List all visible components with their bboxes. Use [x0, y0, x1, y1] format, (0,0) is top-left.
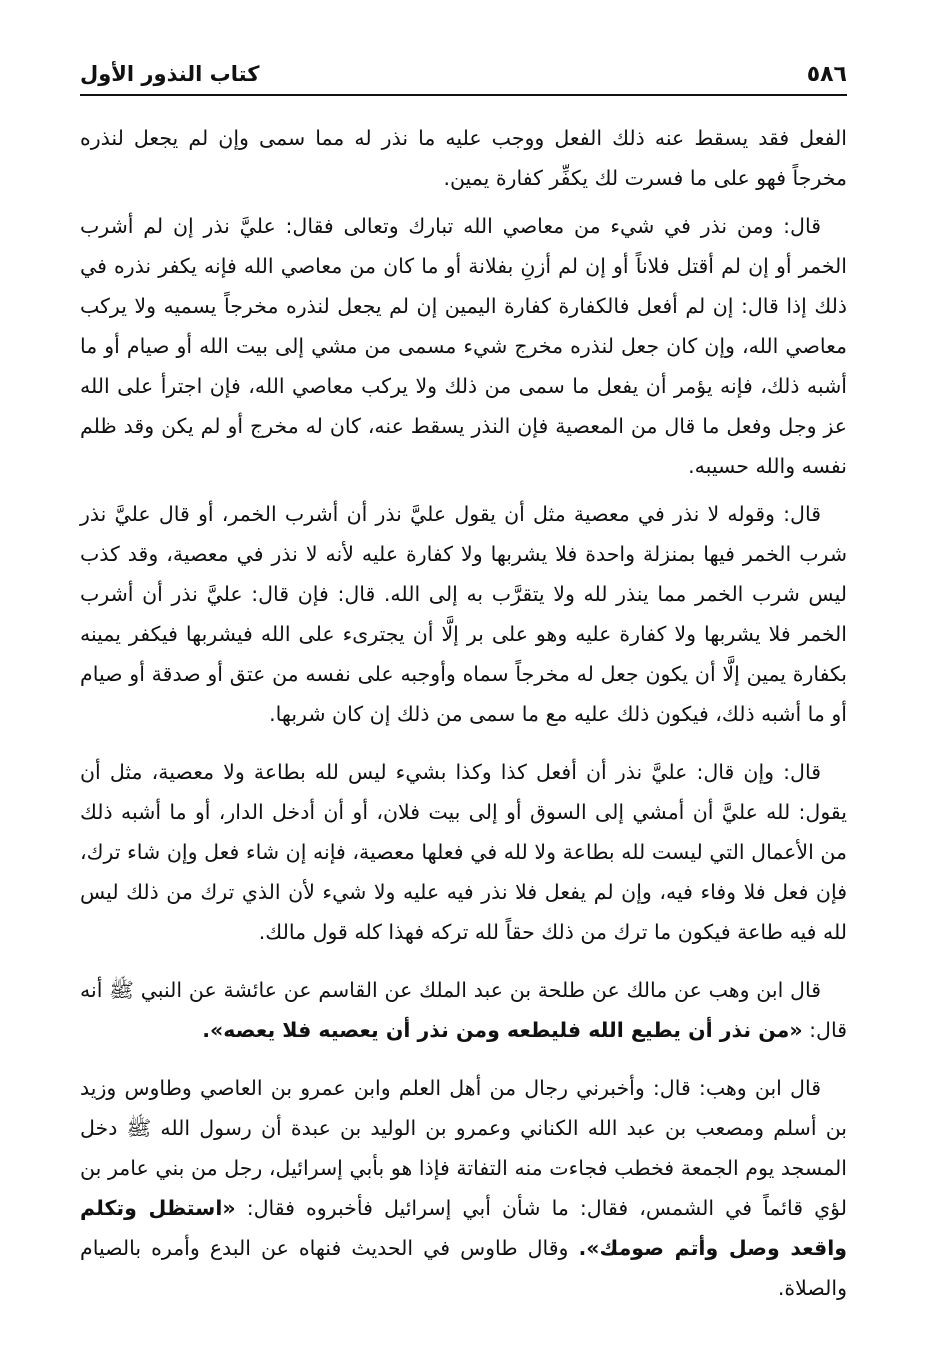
paragraph-4-text: قال: وإن قال: عليَّ نذر أن أفعل كذا وكذا بشيء ليس لله بطاعة ولا معصية، مثل أن يقول: لله عليَّ أن أمشي إلى السوق أو إلى بيت فلان، أو أن أدخل الدار، أو ما أشبه ذلك من الأعمال التي ليست لله بطاعة ولا لله في فعلها معصية، فإنه إن شاء فعل وإن شاء ترك، فإن فعل فلا وفاء فيه، وإن لم يفعل فلا نذر فيه عليه ولا شيء لأن الذي ترك من ذلك ليس لله فيه طاعة فيكون ما ترك من ذلك حقاً لله تركه فهذا كله قول مالك. [80, 760, 847, 944]
paragraph-1 [80, 118, 847, 198]
paragraph-1-text: الفعل فقد يسقط عنه ذلك الفعل ووجب عليه ما نذر له مما سمى وإن لم يجعل لنذره مخرجاً فهو على ما فسرت لك يكفِّر كفارة يمين. [80, 126, 847, 190]
paragraph-6-text: قال ابن وهب: قال: وأخبرني رجال من أهل العلم وابن عمرو بن العاصي وطاوس وزيد بن أسلم ومصعب بن عبد الله الكناني وعمرو بن الوليد بن عبدة أن رسول الله ﷺ دخل المسجد يوم الجمعة فخطب فجاءت منه التفاتة فإذا هو بأبي إسرائيل، رجل من بني عامر بن لؤي قائماً في الشمس، فقال: ما شأن أبي إسرائيل فأخبروه فقال: [80, 1076, 847, 1220]
page-number: ٥٨٦ [806, 62, 847, 87]
paragraph-3-text: قال: وقوله لا نذر في معصية مثل أن يقول عليَّ نذر أن أشرب الخمر، أو قال عليَّ نذر شرب الخمر فيها بمنزلة واحدة فلا يشربها ولا كفارة عليه لأنه لا نذر في معصية، وقد كذب ليس شرب الخمر مما ينذر لله ولا يتقرَّب به إلى الله. قال: فإن قال: عليَّ نذر أن أشرب الخمر فلا يشربها ولا كفارة عليه وهو على بر إلَّا أن يجترىء على الله فيشربها فيكفر يمينه بكفارة يمين إلَّا أن يكون جعل له مخرجاً سماه وأوجبه على نفسه من عتق أو صدقة أو صيام أو ما أشبه ذلك، فيكون ذلك عليه مع ما سمى من ذلك إن كان شربها. [80, 502, 847, 726]
paragraph-3 [80, 494, 847, 734]
paragraph-6-tail: وقال طاوس في الحديث فنهاه عن البدع وأمره بالصيام والصلاة. [80, 1236, 847, 1300]
paragraph-5-text: قال ابن وهب عن مالك عن طلحة بن عبد الملك عن القاسم عن عائشة عن النبي ﷺ أنه قال: [80, 978, 847, 1042]
paragraph-4 [80, 752, 847, 952]
paragraph-2 [80, 206, 847, 486]
prophet-quote: «استظل وتكلم واقعد وصل وأتم صومك». [80, 1196, 847, 1260]
paragraph-2-text: قال: ومن نذر في شيء من معاصي الله تبارك وتعالى فقال: عليَّ نذر إن لم أشرب الخمر أو إن لم أقتل فلاناً أو إن لم أزنِ بفلانة أو ما كان من معاصي الله فإنه يكفر نذره في ذلك إذا قال: إن لم أفعل فالكفارة كفارة اليمين إن لم يجعل لنذره مخرجاً يسميه ولا يركب معاصي الله، وإن كان جعل لنذره مخرج شيء مسمى من مشي إلى بيت الله أو صيام أو ما أشبه ذلك، فإنه يؤمر أن يفعل ما سمى من ذلك ولا يركب معاصي الله، فإن اجترأ على الله عز وجل وفعل ما قال من المعصية فإن النذر يسقط عنه، كان له مخرج أو لم يكن وقد ظلم نفسه والله حسيبه. [80, 214, 847, 478]
page-header [80, 58, 847, 96]
body-text [80, 118, 847, 1316]
hadith-quote: «من نذر أن يطيع الله فليطعه ومن نذر أن يعصيه فلا يعصه». [202, 1018, 803, 1042]
running-title: كتاب النذور الأول [80, 62, 260, 86]
paragraph-6 [80, 1068, 847, 1308]
paragraph-5 [80, 970, 847, 1050]
